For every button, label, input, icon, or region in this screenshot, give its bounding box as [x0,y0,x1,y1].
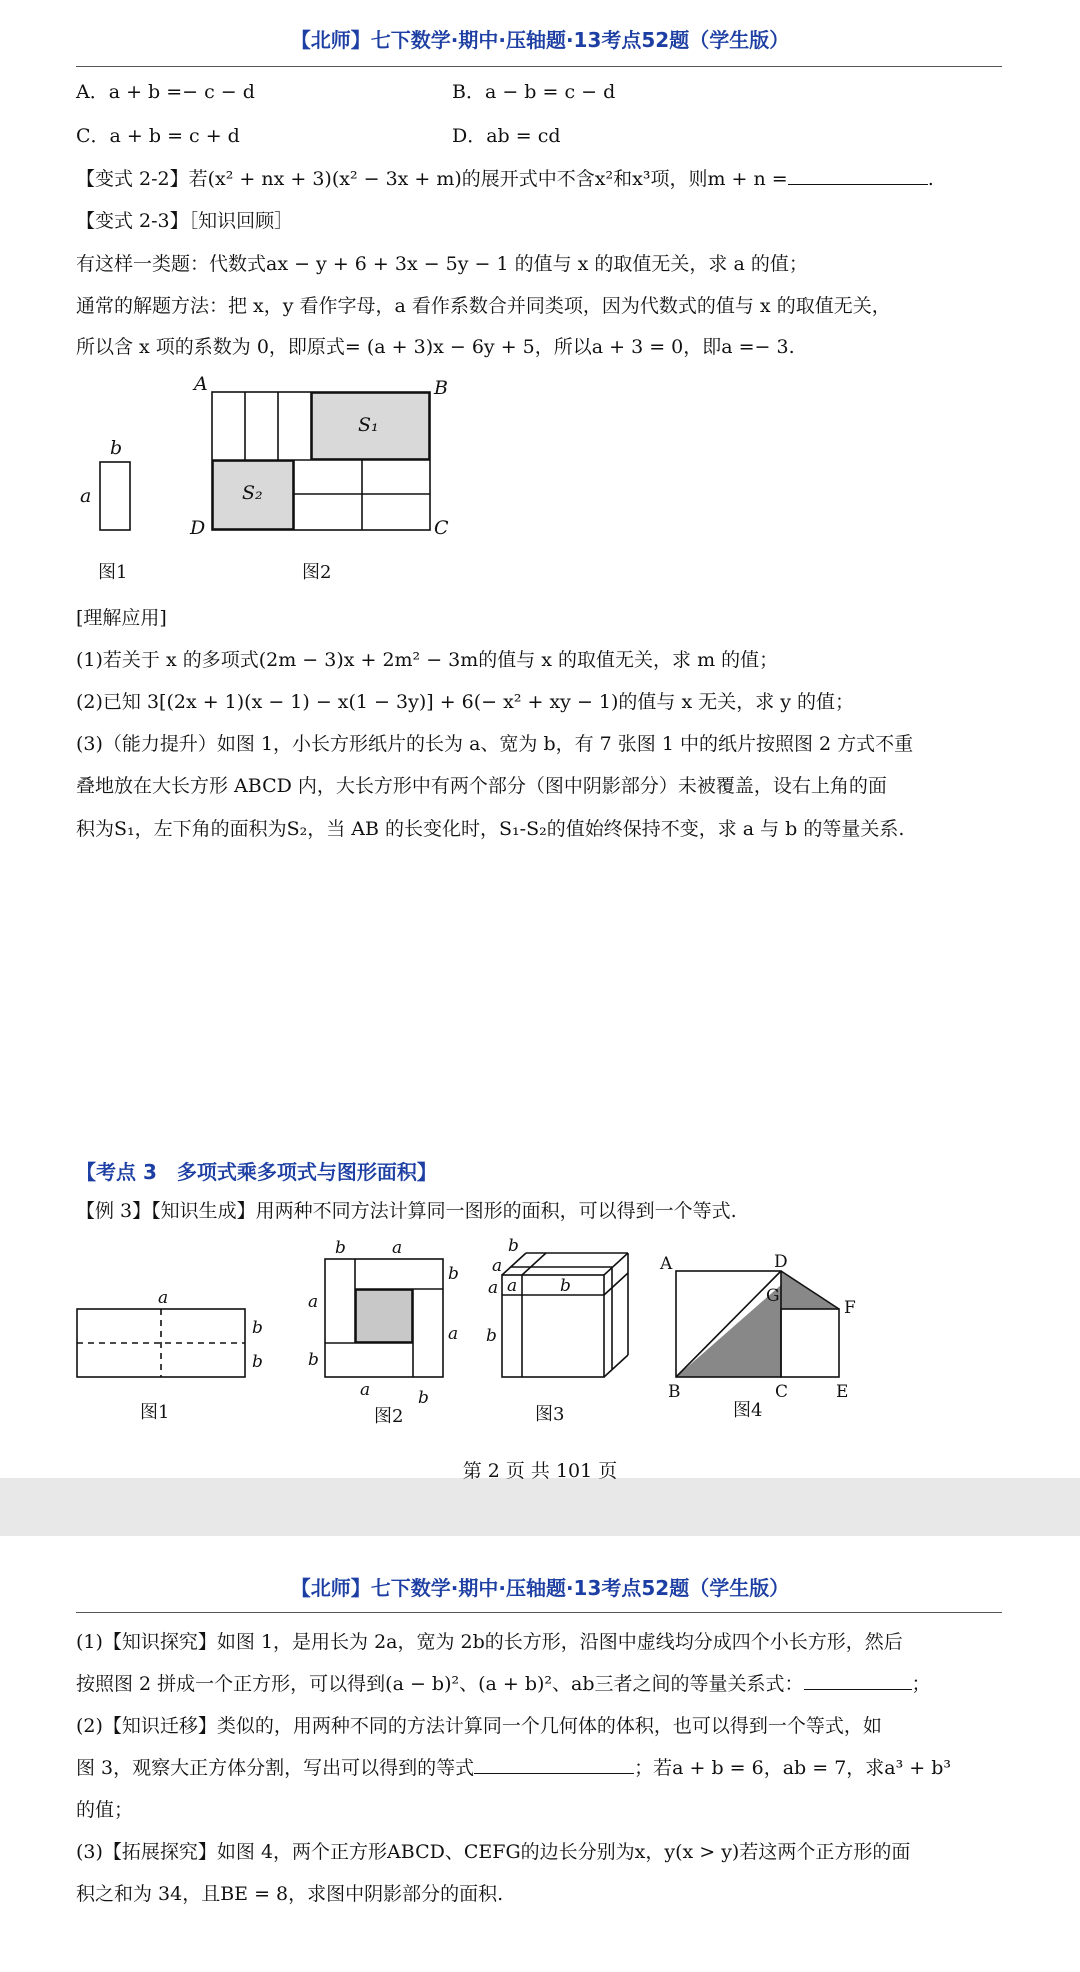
option-a: A．a + b =− c − d [76,81,255,103]
recall-line-3: 所以含 x 项的系数为 0，即原式= (a + 3)x − 6y + 5，所以a + 3 = 0，即a =− 3. [76,336,795,358]
f1-label-b1: b [252,1318,263,1338]
small-rectangle [100,462,130,530]
ex3-caption-2: 图2 [374,1406,404,1427]
label-S2: S₂ [242,482,263,504]
p2-q2-line2-post: ；若a + b = 6，ab = 7，求a³ + b³ [634,1757,952,1779]
label-S1: S₁ [358,414,379,436]
f2-label-a-right: a [448,1324,459,1344]
f3-label-b-2: b [560,1276,571,1296]
p2-q1-line2-text: 按照图 2 拼成一个正方形，可以得到(a − b)²、(a + b)²、ab三者之间的等量关系式： [76,1673,804,1695]
apply-q3-line1: (3)（能力提升）如图 1，小长方形纸片的长为 a、宽为 b，有 7 张图 1 中的纸片按照图 2 方式不重 [76,733,914,755]
p2-q2-line3: 的值； [76,1799,134,1821]
f4-label-F: F [844,1298,856,1318]
option-c: C．a + b = c + d [76,125,240,147]
label-C: C [434,517,449,539]
label-D: D [190,517,206,539]
header-rule [76,66,1002,67]
option-d: D．ab = cd [452,125,561,147]
p2-q1-answer-blank[interactable] [804,1670,912,1690]
p2-q1-line1: (1)【知识探究】如图 1，是用长为 2a，宽为 2b的长方形，沿图中虚线均分成四个小长方形，然后 [76,1631,903,1653]
f3-label-a-3: a [507,1276,518,1296]
p2-q3-line2: 积之和为 34，且BE = 8，求图中阴影部分的面积. [76,1883,504,1905]
recall-line-1: 有这样一类题：代数式ax − y + 6 + 3x − 5y − 1 的值与 x 的取值无关，求 a 的值； [76,253,808,275]
ex3-figure-4 [676,1271,839,1377]
page-header: 【北师】七下数学·期中·压轴题·13考点52题（学生版） [290,28,790,52]
label-a: a [80,485,92,507]
label-B: B [434,377,448,399]
p2-q2-line2-pre: 图 3，观察大正方体分割，写出可以得到的等式 [76,1757,475,1779]
ex3-figure-3 [502,1253,628,1377]
page-2 [0,1536,1080,1972]
recall-line-2: 通常的解题方法：把 x，y 看作字母，a 看作系数合并同类项，因为代数式的值与 x 的取值无关， [76,295,891,317]
variant-2-2-end: . [927,168,934,190]
f4-label-D: D [774,1252,788,1272]
f4-label-E: E [836,1382,849,1402]
f2-label-a-left: a [308,1292,319,1312]
f2-label-a-bottom: a [360,1380,371,1400]
f3-label-b-1: b [508,1236,519,1256]
variant-2-2 [76,165,934,193]
page-2-header-rule [76,1612,1002,1613]
f2-label-b-left: b [308,1350,319,1370]
answer-blank[interactable] [788,165,928,185]
f2-label-b-bottom: b [418,1388,429,1408]
f1-label-b2: b [252,1352,263,1372]
f2-label-b-right: b [448,1264,459,1284]
caption-fig1: 图1 [98,562,128,583]
ex3-caption-1: 图1 [140,1402,170,1423]
caption-fig2: 图2 [302,562,332,583]
f3-label-a-1: a [492,1256,503,1276]
f4-label-A: A [660,1254,673,1274]
label-A: A [194,373,208,395]
figure-rect-abcd [70,372,460,542]
f2-label-b-top: b [335,1238,346,1258]
page-2-header: 【北师】七下数学·期中·压轴题·13考点52题（学生版） [290,1576,790,1600]
apply-q3-line2: 叠地放在大长方形 ABCD 内，大长方形中有两个部分（图中阴影部分）未被覆盖，设右上角的面 [76,775,887,797]
p2-q3-line1: (3)【拓展探究】如图 4，两个正方形ABCD、CEFG的边长分别为x，y(x > y)若这两个正方形的面 [76,1841,911,1863]
option-b: B．a − b = c − d [452,81,616,103]
apply-q3-line3: 积为S₁，左下角的面积为S₂，当 AB 的长变化时，S₁-S₂的值始终保持不变，求 a 与 b 的等量关系. [76,818,905,840]
f2-label-a-top: a [392,1238,403,1258]
f3-label-b-3: b [486,1326,497,1346]
ex3-caption-3: 图3 [535,1404,565,1425]
f1-label-a: a [158,1288,169,1308]
example-3: 【例 3】【知识生成】用两种不同方法计算同一图形的面积，可以得到一个等式. [76,1200,737,1222]
apply-q1: (1)若关于 x 的多项式(2m − 3)x + 2m² − 3m的值与 x 的取值无关，求 m 的值； [76,649,779,671]
page-footer: 第 2 页 共 101 页 [462,1460,618,1482]
p2-q2-line1: (2)【知识迁移】类似的，用两种不同的方法计算同一个几何体的体积，也可以得到一个等式，如 [76,1715,882,1737]
p2-q2-answer-blank[interactable] [474,1754,634,1774]
p2-q1-line2-end: ； [911,1673,931,1695]
ex3-figure-1 [77,1309,245,1377]
label-b: b [110,437,123,459]
p2-q2-line2 [76,1754,951,1782]
f4-label-G: G [766,1286,780,1306]
f3-label-a-2: a [488,1278,499,1298]
p2-q1-line2 [76,1670,931,1698]
f4-label-C: C [775,1382,789,1402]
variant-2-2-text: 【变式 2-2】若(x² + nx + 3)(x² − 3x + m)的展开式中不含x²和x³项，则m + n = [76,168,788,190]
variant-2-3-title: 【变式 2-3】［知识回顾］ [76,210,294,232]
apply-q2: (2)已知 3[(2x + 1)(x − 1) − x(1 − 3y)] + 6(− x² + xy − 1)的值与 x 无关，求 y 的值； [76,691,855,713]
f4-label-B: B [668,1382,681,1402]
apply-title: [理解应用] [76,607,167,629]
kaodian-3-title: 【考点 3 多项式乘多项式与图形面积】 [76,1160,437,1184]
ex3-caption-4: 图4 [733,1400,763,1421]
